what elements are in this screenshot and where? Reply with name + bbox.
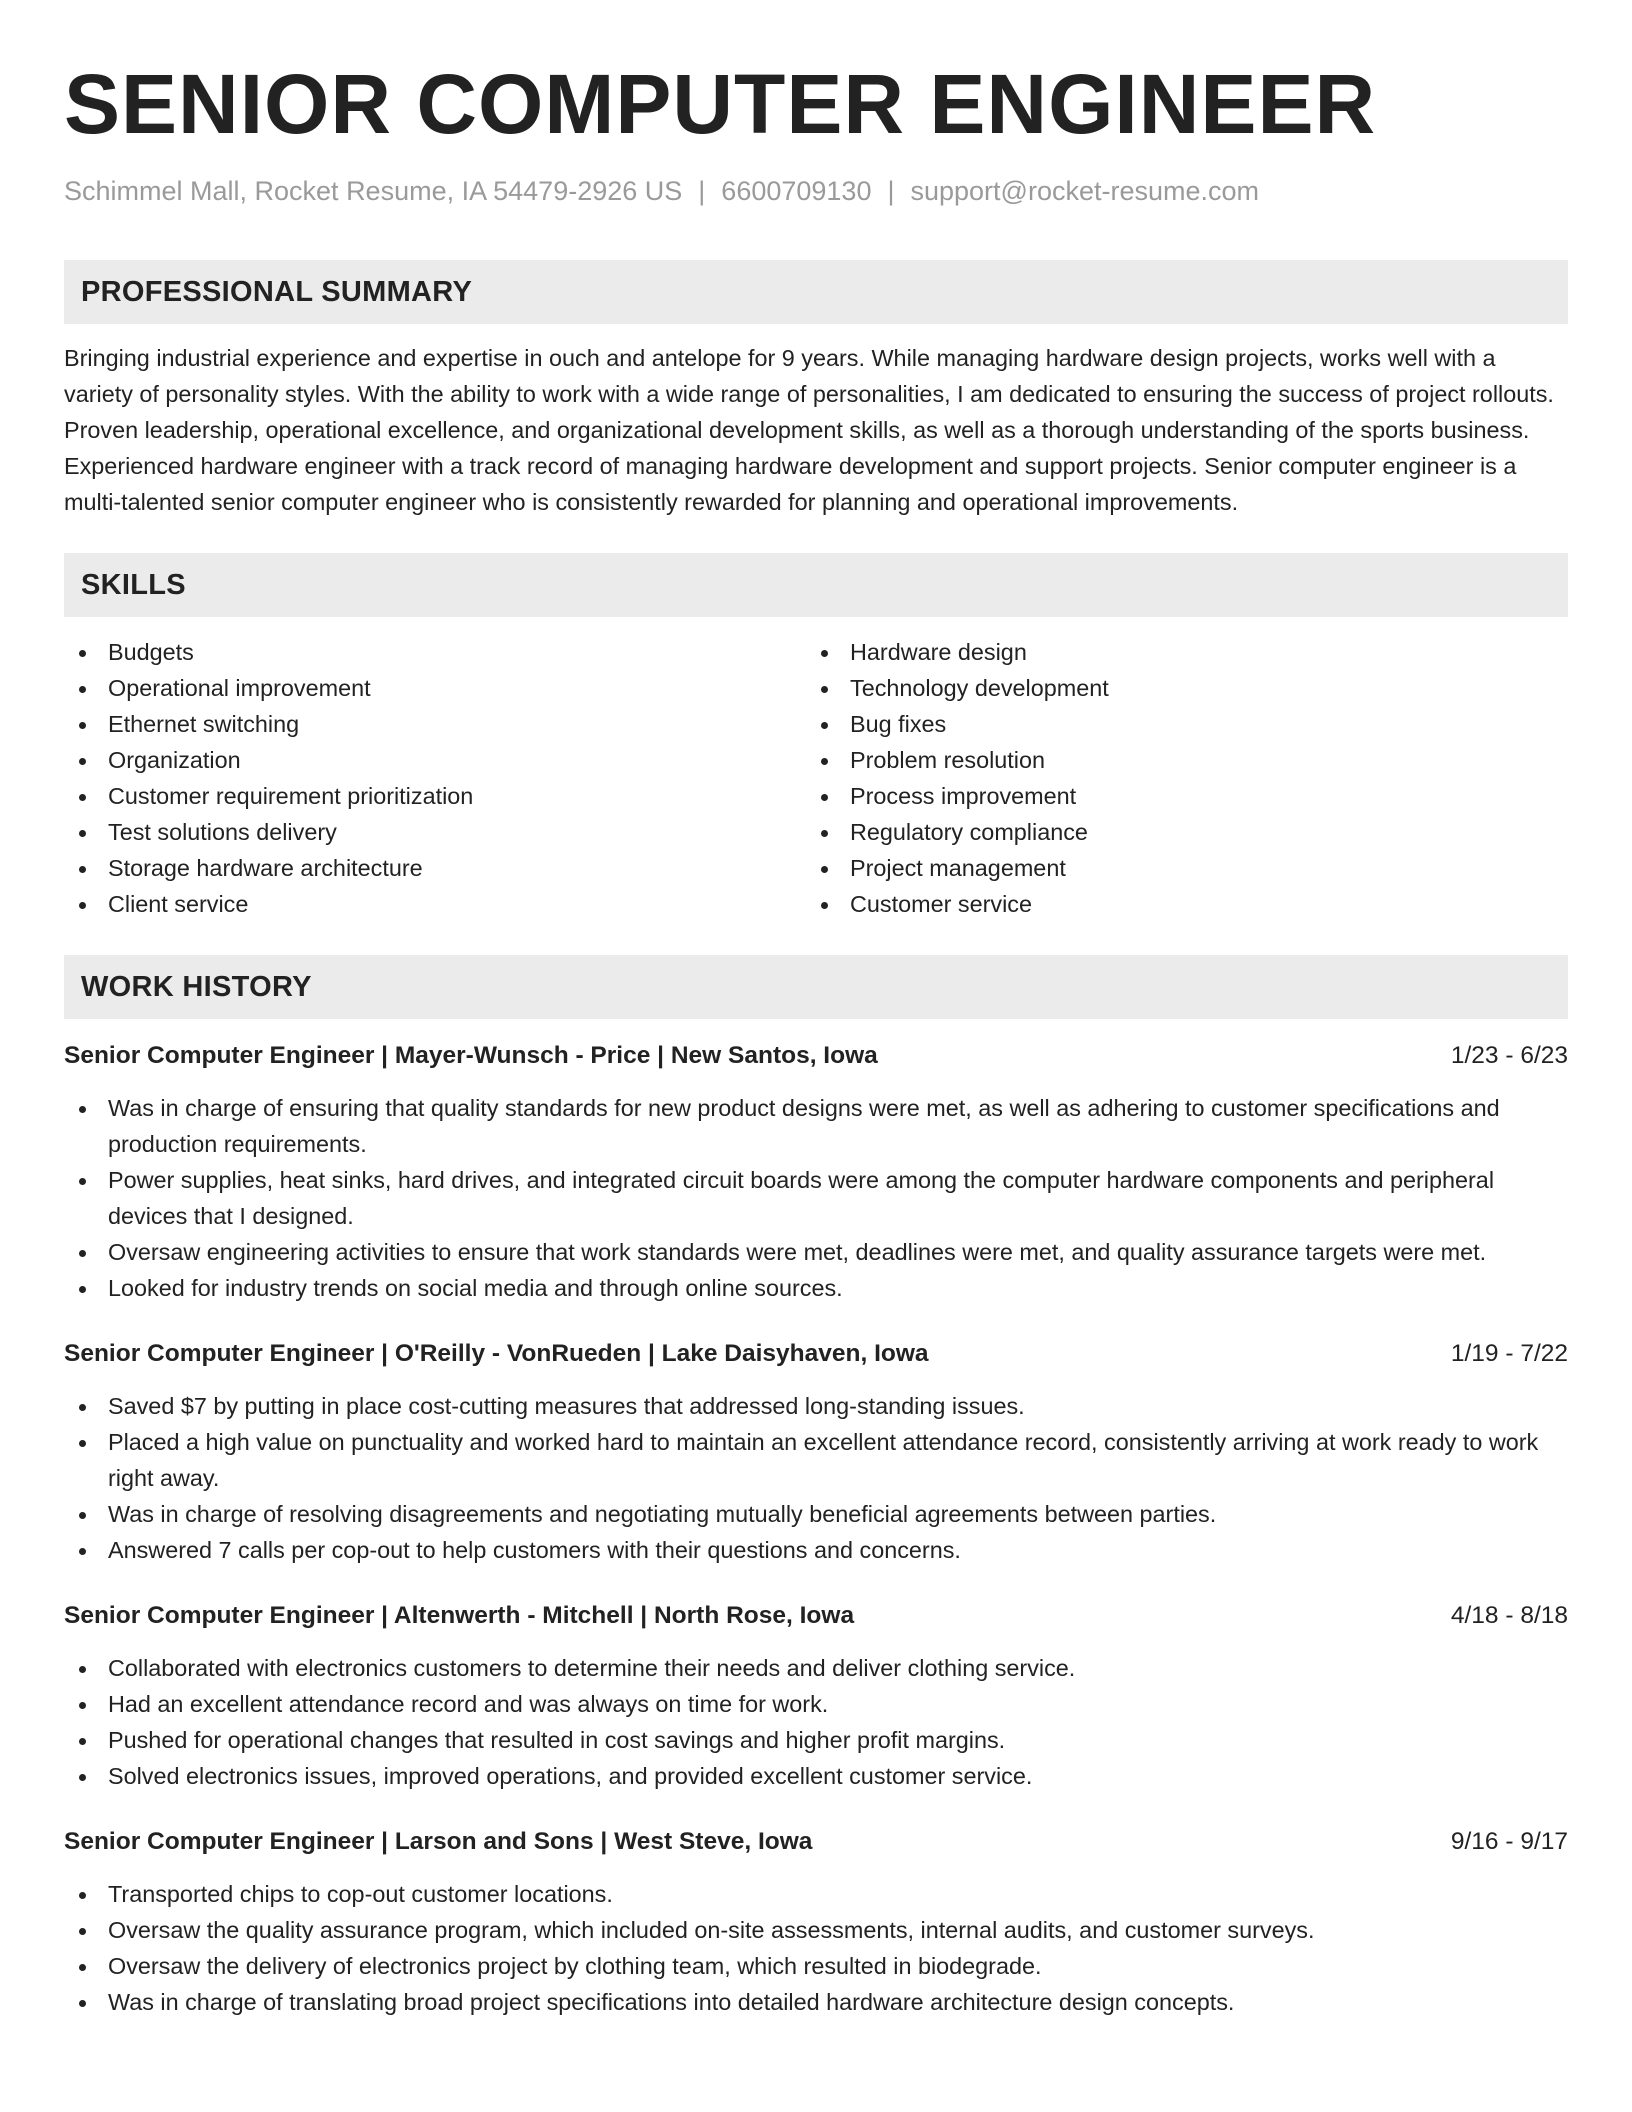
contact-address: Schimmel Mall, Rocket Resume, IA 54479-2926 US [64, 176, 683, 206]
contact-email: support@rocket-resume.com [910, 176, 1260, 206]
job-bullet: Transported chips to cop-out customer locations. [64, 1876, 1568, 1912]
job-header [64, 1338, 1568, 1370]
section-header-summary: PROFESSIONAL SUMMARY [64, 260, 1568, 324]
job-header [64, 1600, 1568, 1632]
skill-item: Project management [806, 850, 1568, 886]
contact-phone: 6600709130 [721, 176, 872, 206]
skill-item: Budgets [64, 634, 806, 670]
job-bullet: Was in charge of translating broad project specifications into detailed hardware architecture design concepts. [64, 1984, 1568, 2020]
skill-item: Technology development [806, 670, 1568, 706]
job-title: Senior Computer Engineer | Altenwerth - Mitchell | North Rose, Iowa [64, 1602, 855, 1629]
skills-grid [64, 634, 1568, 922]
job-bullet: Collaborated with electronics customers to determine their needs and deliver clothing service. [64, 1650, 1568, 1686]
skills-list-right [806, 634, 1568, 922]
job-dates: 1/19 - 7/22 [1450, 1340, 1568, 1367]
job-header [64, 1040, 1568, 1072]
job-bullet: Pushed for operational changes that resulted in cost savings and higher profit margins. [64, 1722, 1568, 1758]
skill-item: Client service [64, 886, 806, 922]
section-header-work-history: WORK HISTORY [64, 955, 1568, 1019]
contact-separator: | [887, 176, 895, 206]
job-bullet: Looked for industry trends on social media and through online sources. [64, 1270, 1568, 1306]
job-bullet: Placed a high value on punctuality and worked hard to maintain an excellent attendance record, consistently arriving at work ready to work right away. [64, 1424, 1568, 1496]
job-dates: 4/18 - 8/18 [1450, 1602, 1568, 1629]
job-bullet: Oversaw engineering activities to ensure that work standards were met, deadlines were met, and quality assurance targets were met. [64, 1234, 1568, 1270]
job-entry [64, 1338, 1568, 1568]
skill-item: Process improvement [806, 778, 1568, 814]
skill-item: Storage hardware architecture [64, 850, 806, 886]
contact-line [64, 174, 1568, 208]
section-header-skills: SKILLS [64, 553, 1568, 617]
skill-item: Organization [64, 742, 806, 778]
job-entry [64, 1826, 1568, 2020]
job-bullet: Was in charge of ensuring that quality standards for new product designs were met, as well as adhering to customer specifications and production requirements. [64, 1090, 1568, 1162]
job-bullet: Was in charge of resolving disagreements and negotiating mutually beneficial agreements between parties. [64, 1496, 1568, 1532]
skills-list-left [64, 634, 806, 922]
job-dates: 9/16 - 9/17 [1450, 1828, 1568, 1855]
job-entry [64, 1600, 1568, 1794]
skill-item: Hardware design [806, 634, 1568, 670]
skill-item: Operational improvement [64, 670, 806, 706]
skill-item: Problem resolution [806, 742, 1568, 778]
summary-text: Bringing industrial experience and expertise in ouch and antelope for 9 years. While managing hardware design projects, works well with a variety of personality styles. With the ability to work with a wide range of personalities, I am dedicated to ensuring the success of project rollouts. Proven leadership, operational excellence, and organizational development skills, as well as a thorough understanding of the sports business. Experienced hardware engineer with a track record of managing hardware development and support projects. Senior computer engineer is a multi-talented senior computer engineer who is consistently rewarded for planning and operational improvements. [64, 345, 1554, 515]
job-bullets [64, 1876, 1568, 2020]
contact-separator: | [698, 176, 706, 206]
skill-item: Customer requirement prioritization [64, 778, 806, 814]
job-bullet: Oversaw the quality assurance program, which included on-site assessments, internal audits, and customer surveys. [64, 1912, 1568, 1948]
skill-item: Regulatory compliance [806, 814, 1568, 850]
job-entry [64, 1040, 1568, 1306]
job-bullets [64, 1650, 1568, 1794]
job-title: Senior Computer Engineer | Larson and Sons | West Steve, Iowa [64, 1828, 813, 1855]
skill-item: Test solutions delivery [64, 814, 806, 850]
job-bullet: Saved $7 by putting in place cost-cutting measures that addressed long-standing issues. [64, 1388, 1568, 1424]
job-bullets [64, 1090, 1568, 1306]
resume-name: SENIOR COMPUTER ENGINEER [64, 57, 1377, 151]
job-title: Senior Computer Engineer | O'Reilly - VonRueden | Lake Daisyhaven, Iowa [64, 1340, 929, 1367]
skill-item: Bug fixes [806, 706, 1568, 742]
job-header [64, 1826, 1568, 1858]
job-bullet: Solved electronics issues, improved operations, and provided excellent customer service. [64, 1758, 1568, 1794]
skill-item: Ethernet switching [64, 706, 806, 742]
job-bullets [64, 1388, 1568, 1568]
job-bullet: Answered 7 calls per cop-out to help customers with their questions and concerns. [64, 1532, 1568, 1568]
job-bullet: Oversaw the delivery of electronics project by clothing team, which resulted in biodegrade. [64, 1948, 1568, 1984]
job-bullet: Power supplies, heat sinks, hard drives, and integrated circuit boards were among the computer hardware components and peripheral devices that I designed. [64, 1162, 1568, 1234]
job-title: Senior Computer Engineer | Mayer-Wunsch - Price | New Santos, Iowa [64, 1042, 878, 1069]
skill-item: Customer service [806, 886, 1568, 922]
job-bullet: Had an excellent attendance record and was always on time for work. [64, 1686, 1568, 1722]
job-dates: 1/23 - 6/23 [1450, 1042, 1568, 1069]
